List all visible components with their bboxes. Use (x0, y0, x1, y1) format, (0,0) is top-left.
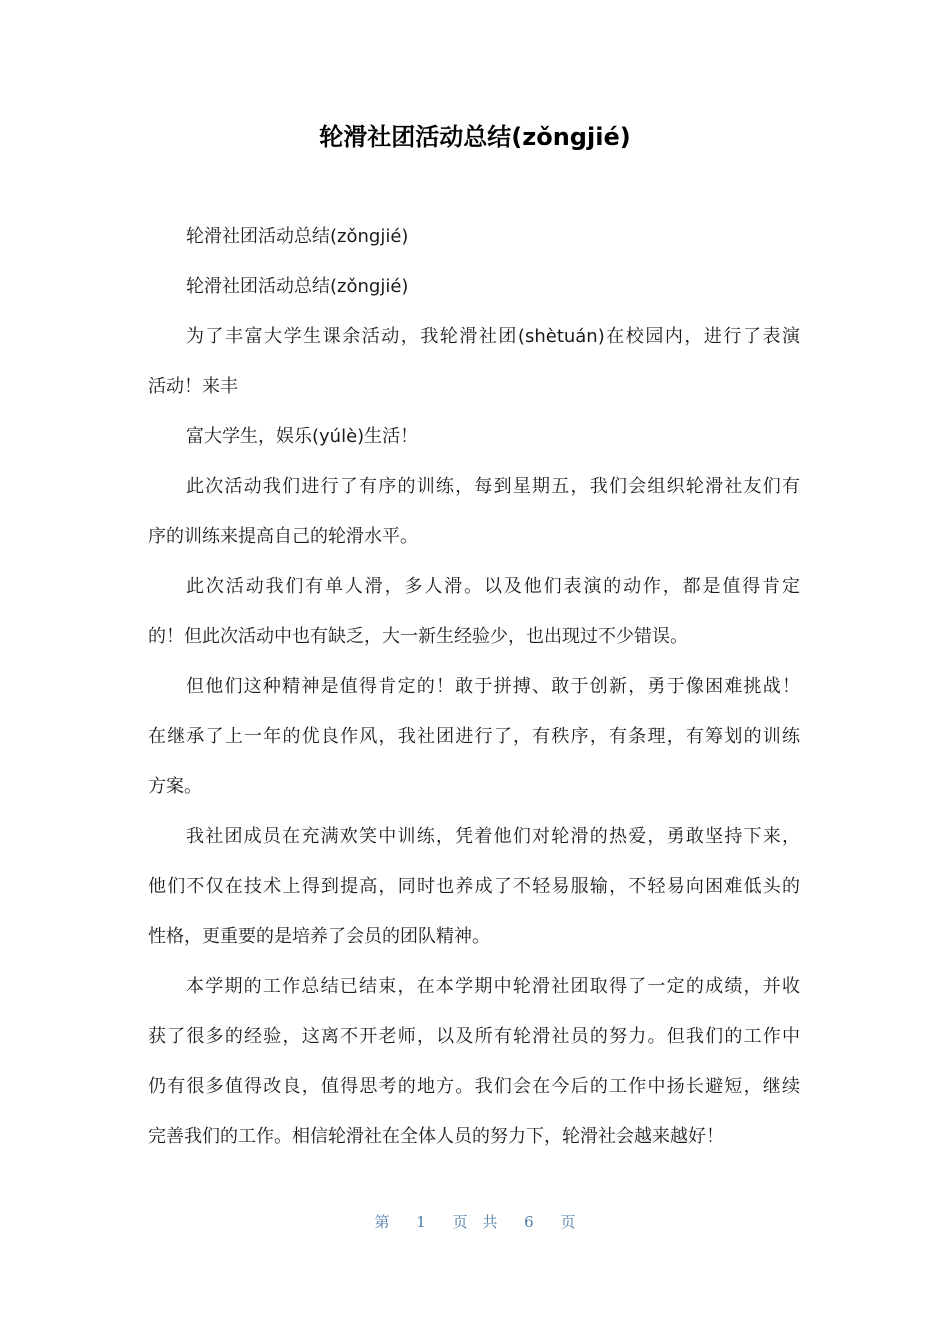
paragraph-line: 序的训练来提高自己的轮滑水平。 (148, 526, 418, 547)
paragraph-line: 本学期的工作总结已结束，在本学期中轮滑社团取得了一定的成绩，并收 (186, 976, 800, 997)
paragraph-line: 他们不仅在技术上得到提高，同时也养成了不轻易服输，不轻易向困难低头的 (148, 876, 800, 897)
paragraph-line: 性格，更重要的是培养了会员的团队精神。 (148, 926, 490, 947)
paragraph-line: 的！但此次活动中也有缺乏，大一新生经验少，也出现过不少错误。 (148, 626, 688, 647)
paragraph-line: 轮滑社团活动总结(zǒngjié) (186, 226, 409, 247)
paragraph-line: 方案。 (148, 776, 202, 797)
paragraph-line: 富大学生，娱乐(yúlè)生活！ (186, 426, 419, 447)
paragraph-line: 我社团成员在充满欢笑中训练，凭着他们对轮滑的热爱，勇敢坚持下来， (186, 826, 800, 847)
current-page-number: 1 (416, 1213, 426, 1231)
paragraph-line: 但他们这种精神是值得肯定的！敢于拼搏、敢于创新，勇于像困难挑战！ (186, 676, 800, 697)
footer-middle: 页 共 (452, 1213, 498, 1231)
paragraph-line: 轮滑社团活动总结(zǒngjié) (186, 276, 409, 297)
document-body (148, 212, 800, 1162)
footer-suffix: 页 (560, 1213, 576, 1231)
document-title: 轮滑社团活动总结(zǒngjié) (319, 123, 631, 151)
paragraph-line: 此次活动我们进行了有序的训练，每到星期五，我们会组织轮滑社友们有 (186, 476, 800, 497)
footer-prefix: 第 (374, 1213, 390, 1231)
paragraph-line: 在继承了上一年的优良作风，我社团进行了，有秩序，有条理，有筹划的训练 (148, 726, 800, 747)
total-pages-number: 6 (524, 1213, 534, 1231)
paragraph-line: 此次活动我们有单人滑，多人滑。以及他们表演的动作，都是值得肯定 (186, 576, 800, 597)
page-footer (0, 1208, 950, 1236)
paragraph-line: 获了很多的经验，这离不开老师，以及所有轮滑社员的努力。但我们的工作中 (148, 1026, 800, 1047)
paragraph-line: 完善我们的工作。相信轮滑社在全体人员的努力下，轮滑社会越来越好！ (148, 1126, 724, 1147)
paragraph-line: 活动！来丰 (148, 376, 238, 397)
paragraph-line: 为了丰富大学生课余活动，我轮滑社团(shètuán)在校园内，进行了表演 (186, 326, 800, 347)
paragraph-line: 仍有很多值得改良，值得思考的地方。我们会在今后的工作中扬长避短，继续 (148, 1076, 800, 1097)
